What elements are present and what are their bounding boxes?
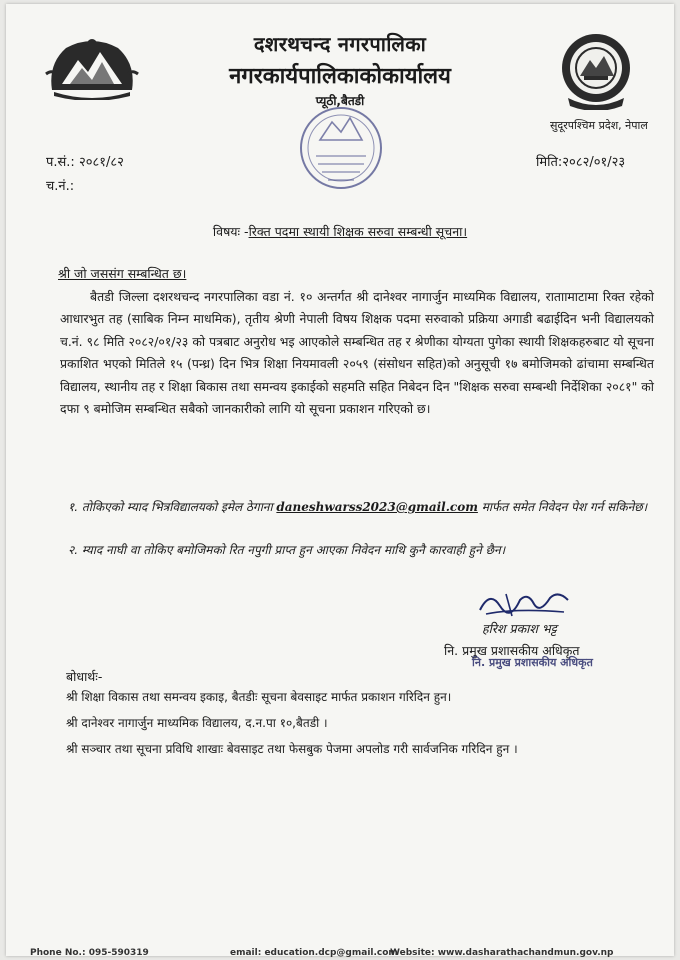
signatory-title: नि. प्रमुख प्रशासकीय अधिकृत <box>444 643 580 658</box>
subject-prefix: विषयः - <box>212 224 249 239</box>
signatory-title-stamp: नि. प्रमुख प्रशासकीय अधिकृत <box>472 656 593 669</box>
note-number: २. <box>68 543 79 557</box>
office-location: प्यूठी,बैतडी <box>315 94 365 108</box>
reference-number: प.सं.: २०८१/८२ <box>46 155 124 170</box>
subject-text: रिक्त पदमा स्थायी शिक्षक सरुवा सम्बन्धी सूचना। <box>248 224 468 239</box>
footer-email: email: education.dcp@gmail.com <box>230 948 398 958</box>
cc-heading: बोधार्थः- <box>66 669 103 684</box>
cc-item: श्री शिक्षा विकास तथा समन्वय इकाइ, बैतडीः सूचना बेवसाइट मार्फत प्रकाशन गरिदिन हुन। <box>66 690 452 704</box>
municipality-name: दशरथचन्द नगरपालिका <box>253 32 427 56</box>
salutation <box>58 265 186 282</box>
office-name: नगरकार्यपालिकाकोकार्यालय <box>229 64 451 89</box>
letter-date: मिति:२०८२/०१/२३ <box>536 155 626 170</box>
cc-item: श्री सञ्चार तथा सूचना प्रविधि शाखाः बेवसाइट तथा फेसबुक पेजमा अपलोड गरी सार्वजनिक गरिदिन हुन । <box>66 742 518 756</box>
notice-body: बैतडी जिल्ला दशरथचन्द नगरपालिका वडा नं. १० अन्तर्गत श्री दानेश्वर नागार्जुन माध्यमिक विद्यालय, राताामाटामा रिक्त रहेको आधारभुत तह (साबिक निम्न माधमिक), तृतीय श्रेणी नेपाली विषय शिक्षक पदमा सरुवाको प्रक्रिया अगाडी बढाईदिन भनी विद्यालयको च.नं. ९८ मिति २०८२/०१/२३ को पत्रबाट अनुरोध भइ आएकोले सम्बन्धित तह र श्रेणीका योग्यता पुगेका स्थायी शिक्षकहरुबाट यो सूचना प्रकाशित भएको मितिले १५ (पन्ध्र) दिन भित्र शिक्षा नियमावली २०५९ (संसोधन सहित)को अनुसूची १७ बमोजिमको ढांचामा सम्बन्धित विद्यालय, स्थानीय तह र शिक्षा बिकास तथा समन्वय इकाईको सहमति सहित निबेदन दिन "शिक्षक सरुवा सम्बन्धी निर्देशिका २०८१" को दफा ९ बमोजिम सम्बन्धित सबैको जानकारीको लागि यो सूचना प्रकाशन गरिएको छ। <box>60 289 654 417</box>
dispatch-number: च.नं.: <box>46 179 75 194</box>
office-round-stamp-icon <box>298 104 384 194</box>
subject-line <box>0 223 680 240</box>
cc-item: श्री दानेश्वर नागार्जुन माध्यमिक विद्यालय, द.न.पा १०,बैतडी । <box>66 716 328 730</box>
note-text-end: मार्फत समेत निवेदन पेश गर्न सकिनेछ। <box>477 500 648 514</box>
note-item <box>68 497 648 518</box>
note-item <box>68 540 648 561</box>
note-text: म्याद नाघी वा तोकिए बमोजिमको रित नपुगी प्राप्त हुन आएका निवेदन माथि कुनै कारवाही हुने छैन। <box>81 543 506 557</box>
note-number: १. <box>68 500 79 514</box>
note-text: तोकिएको म्याद भित्रविद्यालयको इमेल ठेगाना <box>81 500 277 514</box>
email-address: daneshwarss2023@gmail.com <box>276 500 478 514</box>
signatory-name: हरिश प्रकाश भट्ट <box>482 621 557 636</box>
salutation-text: श्री जो जससंग सम्बन्धित छ। <box>58 266 187 281</box>
footer-phone: Phone No.: 095-590319 <box>30 948 149 958</box>
footer-website: Website: www.dasharathachandmun.gov.np <box>390 948 614 958</box>
handwritten-signature-icon <box>476 586 572 620</box>
province-label: सुदूरपश्चिम प्रदेश, नेपाल <box>550 119 648 132</box>
